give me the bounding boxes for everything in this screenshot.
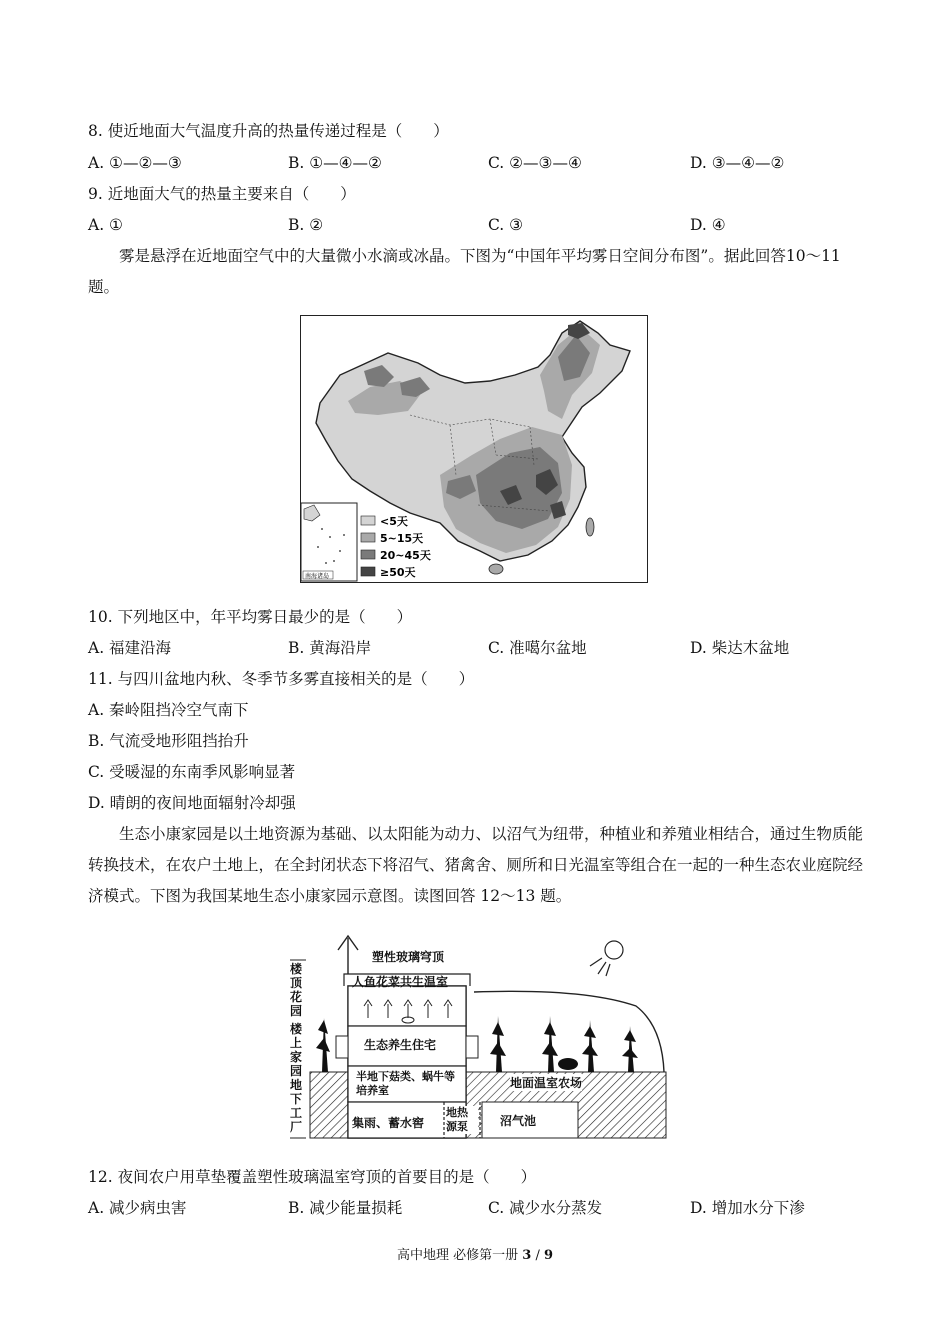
q11-option-b: B. 气流受地形阻挡抬升 bbox=[88, 732, 249, 750]
legend-swatch-3 bbox=[361, 550, 375, 559]
fog-intro-paragraph: 雾是悬浮在近地面空气中的大量微小水滴或冰晶。下图为“中国年平均雾日空间分布图”。据此回答10～11 题。 bbox=[88, 247, 841, 296]
label-residence: 生态养生住宅 bbox=[364, 1038, 437, 1052]
q9-option-c: C. ③ bbox=[488, 216, 524, 234]
south-china-sea-inset bbox=[301, 503, 357, 581]
q11-option-c: C. 受暖湿的东南季风影响显著 bbox=[88, 763, 296, 781]
eco-intro-paragraph: 生态小康家园是以土地资源为基础、以太阳能为动力、以沼气为纽带，种植业和养殖业相结合，通过生物质能转换技术，在农户土地上，在全封闭状态下将沼气、猪禽舍、厕所和日光温室等组合在一起的一种生态农业庭院经济模式。下图为我国某地生态小康家园示意图。读图回答 12～13 题。 bbox=[88, 825, 864, 905]
china-fog-map bbox=[300, 315, 648, 583]
q12-option-a: A. 减少病虫害 bbox=[88, 1199, 187, 1217]
label-water: 集雨、蓄水窖 bbox=[352, 1116, 425, 1130]
q8-option-a: A. ①—②—③ bbox=[88, 154, 182, 172]
q11-option-a: A. 秦岭阻挡冷空气南下 bbox=[88, 701, 249, 719]
q10-option-b: B. 黄海沿岸 bbox=[288, 639, 372, 657]
footer-separator: / bbox=[535, 1248, 544, 1263]
label-farm: 地面温室农场 bbox=[510, 1076, 583, 1090]
sun-icon bbox=[590, 941, 623, 976]
legend-swatch-4 bbox=[361, 567, 375, 576]
q9-option-a: A. ① bbox=[88, 216, 123, 234]
label-roof: 塑性玻璃穹顶 bbox=[372, 950, 445, 964]
legend-label-1: <5天 bbox=[380, 515, 408, 528]
inset-label: 南海诸岛 bbox=[305, 573, 330, 580]
q10-option-a: A. 福建沿海 bbox=[88, 639, 172, 657]
q10-option-d: D. 柴达木盆地 bbox=[690, 639, 790, 657]
q11-option-d: D. 晴朗的夜间地面辐射冷却强 bbox=[88, 794, 296, 812]
q8-option-d: D. ③—④—② bbox=[690, 154, 785, 172]
q8-option-b: B. ①—④—② bbox=[288, 154, 382, 172]
side-label-underground: 地下工厂 bbox=[290, 1078, 303, 1134]
eco-home-diagram bbox=[284, 930, 668, 1140]
q10-option-c: C. 准噶尔盆地 bbox=[488, 639, 587, 657]
footer-text: 高中地理 必修第一册 bbox=[396, 1248, 519, 1263]
q12-option-d: D. 增加水分下渗 bbox=[690, 1199, 805, 1217]
q8-stem: 8. 使近地面大气温度升高的热量传递过程是（ ） bbox=[88, 122, 449, 140]
footer-page-number: 3 bbox=[522, 1248, 532, 1263]
legend-label-2: 5~15天 bbox=[380, 532, 424, 545]
legend-swatch-2 bbox=[361, 533, 375, 542]
q11-stem: 11. 与四川盆地内秋、冬季节多雾直接相关的是（ ） bbox=[88, 670, 475, 688]
page-footer bbox=[0, 1244, 950, 1263]
label-heat-pump: 地热源泵 bbox=[446, 1106, 478, 1134]
label-greenhouse: 人鱼花菜共生温室 bbox=[352, 975, 449, 989]
legend-label-3: 20~45天 bbox=[380, 549, 431, 562]
q9-option-d: D. ④ bbox=[690, 216, 726, 234]
q9-option-b: B. ② bbox=[288, 216, 324, 234]
legend-swatch-1 bbox=[361, 516, 375, 525]
label-biogas: 沼气池 bbox=[500, 1114, 537, 1128]
q12-stem: 12. 夜间农户用草垫覆盖塑性玻璃温室穹顶的首要目的是（ ） bbox=[88, 1168, 537, 1186]
q10-stem: 10. 下列地区中，年平均雾日最少的是（ ） bbox=[88, 608, 413, 626]
q8-option-c: C. ②—③—④ bbox=[488, 154, 582, 172]
q9-stem: 9. 近地面大气的热量主要来自（ ） bbox=[88, 185, 356, 203]
legend-label-4: ≥50天 bbox=[380, 566, 416, 579]
label-cellar: 半地下菇类、蜗牛等培养室 bbox=[356, 1070, 455, 1097]
side-label-upstairs: 楼上家园 bbox=[290, 1022, 303, 1078]
footer-page-total: 9 bbox=[543, 1248, 554, 1263]
q12-option-b: B. 减少能量损耗 bbox=[288, 1199, 403, 1217]
side-label-rooftop: 楼顶花园 bbox=[290, 962, 303, 1018]
q12-option-c: C. 减少水分蒸发 bbox=[488, 1199, 603, 1217]
